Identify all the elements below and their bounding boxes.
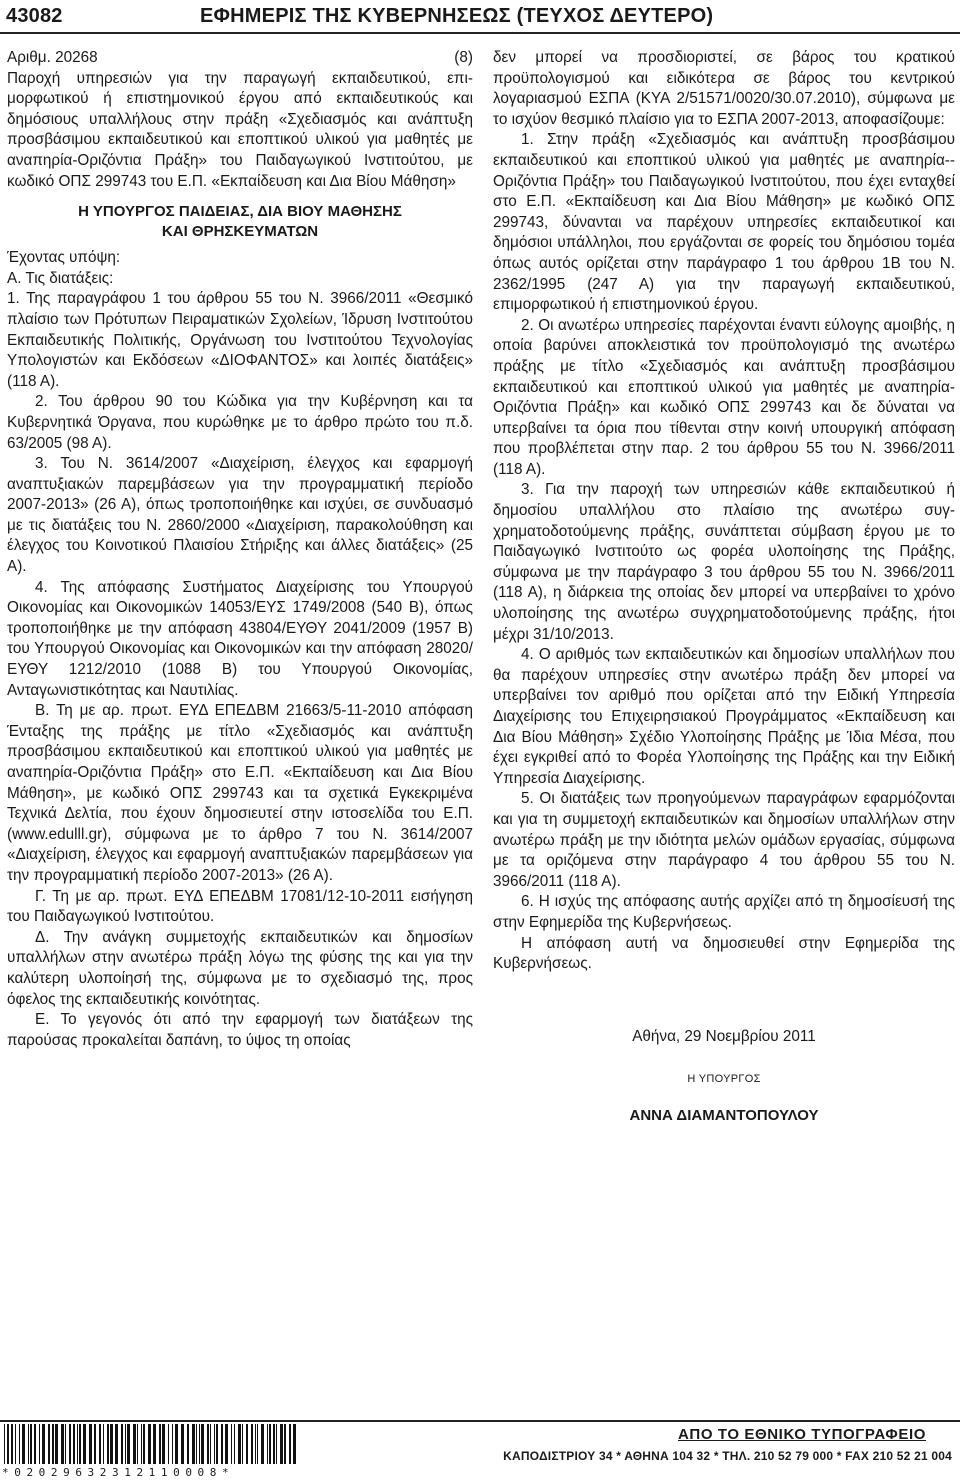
barcode-bar — [127, 1424, 130, 1464]
barcode-bar — [7, 1424, 9, 1464]
barcode-bar — [201, 1424, 204, 1464]
decision-number-line — [7, 48, 473, 69]
barcode-bar — [187, 1424, 189, 1464]
barcode-bar — [52, 1424, 54, 1464]
signer-name: ΑΝΝΑ ΔΙΑΜΑΝΤΟΠΟΥΛΟΥ — [629, 1106, 819, 1124]
barcode-text: *02029632312110008* — [2, 1466, 235, 1479]
barcode-bar — [42, 1424, 45, 1464]
decision-order: (8) — [454, 49, 473, 66]
barcode-bar — [207, 1424, 209, 1464]
barcode-bar — [284, 1424, 286, 1464]
printer-name: ΑΠΟ ΤΟ ΕΘΝΙΚΟ ΤΥΠΟΓΡΑΦΕΙΟ — [677, 1426, 926, 1443]
provision-3: 3. Του Ν. 3614/2007 «Διαχείριση, έλεγχος και εφαρμογή αναπτυξιακών παρεμβάσεων για την προγραμματική περίοδο 2007-2013» (26 Α), όπως τροποποιήθηκε και ισχύει, σε συνδυασμό με τις διατάξεις του Ν. 2860/2000 «Διαχείριση, παρακολούθηση και έλεγχος του Κοινοτικού Πλαισίου Στήριξης και άλλες διατάξεις» (25 Α). — [7, 455, 473, 576]
barcode-bar — [234, 1424, 235, 1464]
barcode-bar — [94, 1424, 96, 1464]
barcode-bar — [103, 1424, 104, 1464]
paragraph-e: Ε. Το γεγονός ότι από την εφαρμογή των διατάξεων της παρούσας προκαλείται δαπάνη, το ύψος τη οποίας — [7, 1011, 473, 1049]
barcode-bar — [257, 1424, 258, 1464]
barcode-bar — [255, 1424, 256, 1464]
barcode-bar — [238, 1424, 241, 1464]
barcode-bar — [61, 1424, 64, 1464]
paragraph-c: Γ. Τη με αρ. πρωτ. ΕΥΔ ΕΠΕΔΒΜ 17081/12-10-2011 εισήγηση του Παιδαγωγικού Ινστιτούτου. — [7, 887, 473, 926]
signature-date: Αθήνα, 29 Νοεμβρίου 2011 — [632, 1027, 816, 1045]
barcode-bar — [221, 1424, 223, 1464]
barcode-image — [2, 1424, 298, 1464]
barcode-bar — [77, 1424, 78, 1464]
barcode-bar — [79, 1424, 81, 1464]
provision-1: 1. Της παραγράφου 1 του άρθρου 55 του Ν. 3966/2011 «Θεσμικό πλαίσιο των Πρότυπων Πειραματικών Σχολείων, Ίδρυση Ινστιτούτου Εκπαιδευτικής Πολιτικής, Οργάνωση του Ινστιτούτου Τεχνολογίας Υπολογιστών και Εκδόσεων «ΔΙΟΦΑΝΤΟΣ» και λοιπές διατάξεις» (118 Α). — [7, 290, 473, 390]
provision-2: 2. Του άρθρου 90 του Κώδικα για την Κυβέρνηση και τα Κυβερνητικά Όργανα, που κυρώθηκε με το άρθρο πρώτο του π.δ. 63/2005 (98 Α). — [7, 393, 473, 452]
barcode-bar — [196, 1424, 197, 1464]
barcode-bar — [273, 1424, 275, 1464]
barcode-bar — [192, 1424, 195, 1464]
barcode-bar — [242, 1424, 243, 1464]
article-6: 6. Η ισχύς της απόφασης αυτής αρχίζει από τη δημοσίευσή της στην Εφημερίδα της Κυβερνήσεως. — [493, 893, 955, 931]
barcode-bar — [225, 1424, 228, 1464]
barcode-bar — [181, 1424, 184, 1464]
barcode-bar — [4, 1424, 5, 1464]
barcode-bar — [48, 1424, 50, 1464]
barcode-bar — [269, 1424, 271, 1464]
barcode-bar — [69, 1424, 71, 1464]
gazette-title: ΕΦΗΜΕΡΙΣ ΤΗΣ ΚΥΒΕΡΝΗΣΕΩΣ (ΤΕΥΧΟΣ ΔΕΥΤΕΡΟ) — [200, 5, 714, 27]
barcode-bar — [159, 1424, 161, 1464]
barcode-bar — [280, 1424, 283, 1464]
barcode-bar — [65, 1424, 66, 1464]
article-1: 1. Στην πράξη «Σχεδιασμός και ανάπτυξη προσβάσιμου εκπαιδευτικού και εποπτικού υλικού για μαθητές με αναπηρία-Οριζόντια Πράξη» του Παιδαγωγικού Ινστιτούτου, που έχει ενταχθεί στο Ε.Π. «Εκπαίδευση και Δια Βίου Μάθηση» με κωδικό ΟΠΣ 299743, δύνανται να παρέχουν υπηρεσίες εκπαιδευτικοί και δημόσιοι υπάλληλοι, που εργάζονται σε φορείς του δημόσιου τομέα όπως αυτός ορίζεται στην παράγραφο 1 του άρθρου 1Β του Ν. 2362/1995 (247 Α) για την παραγωγή εκπαιδευτικού, επιμορφωτικού ή επιστημονικού έργου. — [493, 131, 955, 314]
article-2: 2. Οι ανωτέρω υπηρεσίες παρέχονται έναντι εύλογης αμοιβής, η οποία βαρύνει αποκλειστικά τον προϋπολογισμό της ανωτέρω πράξης με τίτλο «Σχεδιασμός και ανάπτυξη προσβάσιμου εκπαιδευτικού και εποπτικού υλικού για μαθητές με αναπηρία-Οριζόντια Πράξη» και κωδικό ΟΠΣ 299743 και δε δύναται να υπερβαίνει τα όρια που τίθενται στην κοινή υπουργική απόφαση που προβλέπεται στην παρ. 2 του άρθρου 55 του Ν. 3966/2011 (118 Α). — [493, 316, 955, 478]
barcode-bar — [289, 1424, 291, 1464]
barcode-bar — [141, 1424, 142, 1464]
signer-role: Η ΥΠΟΥΡΓΟΣ — [687, 1073, 761, 1086]
barcode-bar — [83, 1424, 86, 1464]
page-number: 43082 — [6, 5, 63, 27]
ministry-heading: Η ΥΠΟΥΡΓΟΣ ΠΑΙΔΕΙΑΣ, ΔΙΑ ΒΙΟΥ ΜΑΘΗΣΗΣ ΚΑΙ ΘΡΗΣΚΕΥΜΑΤΩΝ — [78, 203, 402, 241]
article-3: 3. Για την παροχή των υπηρεσιών κάθε εκπαιδευτικού ή δημοσίου υπαλλήλου στο πλαίσιο της ανωτέρω συγχρηματοδοτούμενης πράξης, συνάπτεται σύμβαση έργου με το Παιδαγωγικό Ινστιτούτο ως φορέα υλοποίησης της Πράξης, σύμφωνα με την παράγραφο 3 του άρθρου 55 του Ν. 3966/2011 (118 Α), η διάρκεια της οποίας δεν μπορεί να υπερβαίνει το χρόνο υλοποίησης της ανωτέρω συγχρηματοδοτούμενης πράξης, ήτοι μέχρι 31/10/2013. — [493, 481, 955, 643]
barcode-bar — [143, 1424, 145, 1464]
barcode-bar — [115, 1424, 118, 1464]
article-5: 5. Οι διατάξεις των προηγούμενων παραγράφων εφαρμόζονται και για τη συμμετοχή εκπαιδευτικών και δημοσίων υπαλλήλων στην ανωτέρω πράξη με την ιδιότητα μελών ομάδων εργασίας, σύμφωνα με τα οριζόμενα στην παράγραφο 4 του άρθρου 55 του Ν. 3966/2011 (118 Α). — [493, 790, 955, 890]
header-divider — [0, 32, 960, 34]
considering-intro: Έχοντας υπόψη: — [7, 249, 121, 267]
barcode-bar — [133, 1424, 136, 1464]
barcode-bar — [99, 1424, 101, 1464]
right-column — [493, 48, 955, 1127]
barcode-bar — [175, 1424, 178, 1464]
barcode-bar — [125, 1424, 126, 1464]
barcode-bar — [267, 1424, 268, 1464]
barcode-bar — [172, 1424, 173, 1464]
barcode-bar — [210, 1424, 211, 1464]
provisions-heading: Α. Τις διατάξεις: — [7, 269, 114, 287]
continuation-paragraph: δεν μπορεί να προσδιοριστεί, σε βάρος του κρατικού προϋπολογισμού και ειδικότερα σε βάρος του κεντρικού λογαριασμού ΕΣΠΑ (ΚΥΑ 2/51571/0020/30.07.2010), σύμφωνα με το ισχύον θεσμικό πλαίσιο για το ΕΣΠΑ 2007-2013, αποφασίζουμε: — [493, 49, 955, 128]
decision-number: Αριθμ. 20268 — [7, 49, 98, 66]
barcode-bar — [30, 1424, 32, 1464]
page-header — [0, 2, 960, 32]
paragraph-b: Β. Τη με αρ. πρωτ. ΕΥΔ ΕΠΕΔΒΜ 21663/5-11-2010 απόφαση Ένταξης της πράξης με τίτλο «Σχεδιασμός και ανάπτυξη προσβάσιμου εκπαιδευτικού και εποπτικού υλικού για μαθητές με αναπηρία-Οριζόντια Πράξη» στο Ε.Π. «Εκπαίδευση και Δια Βίου Μάθηση», με κωδικό ΟΠΣ 299743 και τα σχετικά Εγκεκριμένα Τεχνικά Δελτία, που έχουν δημοσιευτεί στην ιστοσελίδα του Ε.Π. (www.edulll.gr), σύμφωνα με το άρθρο 7 του Ν. 3614/2007 «Διαχείριση, έλεγχος και εφαρμογή αναπτυξιακών παρεμβάσεων για την προγραμματική περίοδο 2007-2013» (26 Α). — [7, 702, 473, 884]
barcode-bar — [153, 1424, 156, 1464]
left-column — [7, 48, 473, 1051]
barcode-bar — [39, 1424, 40, 1464]
barcode-bar — [137, 1424, 138, 1464]
barcode-bar — [15, 1424, 16, 1464]
barcode-bar — [216, 1424, 218, 1464]
barcode-bar — [162, 1424, 165, 1464]
barcode-bar — [231, 1424, 232, 1464]
barcode-bar — [107, 1424, 109, 1464]
barcode-bar — [293, 1424, 296, 1464]
barcode-bar — [28, 1424, 29, 1464]
article-4: 4. Ο αριθμός των εκπαιδευτικών και δημοσίων υπαλλήλων που θα παρέχουν υπηρεσίες στην ανωτέρω πράξη δεν μπορεί να υπερβαίνει τον αριθμό που ορίζεται από την Ειδική Υπηρεσία Διαχείρισης του Επιχειρησιακού Προγράμματος «Εκπαίδευση και Δια Βίου Μάθηση» Σχέδιο Υλοποίησης Πράξης με Ίδια Μέσα, που έχει εγκριθεί από το Φορέα Υλοποίησης της Πράξης και την Ειδική Υπηρεσία Διαχείρισης. — [493, 646, 955, 787]
barcode-bar — [34, 1424, 36, 1464]
barcode-bar — [148, 1424, 151, 1464]
barcode-bar — [168, 1424, 169, 1464]
publication-order: Η απόφαση αυτή να δημοσιευθεί στην Εφημερίδα της Κυβερνήσεως. — [493, 934, 955, 973]
barcode-bar — [121, 1424, 123, 1464]
barcode-bar — [19, 1424, 20, 1464]
footer-divider — [0, 1420, 960, 1422]
barcode-bar — [22, 1424, 25, 1464]
barcode-bar — [110, 1424, 113, 1464]
printer-address: ΚΑΠΟΔΙΣΤΡΙΟΥ 34 * ΑΘΗΝΑ 104 32 * ΤΗΛ. 210 52 79 000 * FAX 210 52 21 004 — [503, 1449, 952, 1463]
barcode-bar — [55, 1424, 58, 1464]
barcode-bar — [73, 1424, 75, 1464]
barcode-bar — [199, 1424, 200, 1464]
barcode-bar — [246, 1424, 248, 1464]
barcode-bar — [11, 1424, 13, 1464]
barcode-bar — [261, 1424, 264, 1464]
decision-title: Παροχή υπηρεσιών για την παραγωγή εκπαιδευτικού, επιμορφωτικού ή επιστημονικού έργου από εκπαιδευτικούς και δημόσιους υπαλλήλους στην πράξη «Σχεδιασμός και ανάπτυξη προσβάσιμου εκπαιδευτικού και εποπτικού υλικού για μαθητές με αναπηρία-Οριζόντια Πράξη» του Παιδαγωγικού Ινστιτούτου, με κωδικό ΟΠΣ 299743 του Ε.Π. «Εκπαίδευση και Δια Βίου Μάθηση» — [7, 69, 473, 190]
barcode-bar — [214, 1424, 215, 1464]
paragraph-d: Δ. Την ανάγκη συμμετοχής εκπαιδευτικών και δημοσίων υπαλλήλων στην ανωτέρω πράξη λόγω της φύσης της και για την καλύτερη υλοποίησή της, σύμφωνα με το σχεδιασμό της, προς όφελος της εκπαιδευτικής κοινότητας. — [7, 928, 473, 1008]
barcode-bar — [276, 1424, 277, 1464]
provision-4: 4. Της απόφασης Συστήματος Διαχείρισης του Υπουργού Οικονομίας και Οικονομικών 14053/ΕΥΣ 1749/2008 (540 Β), όπως τροποποιήθηκε με την απόφαση 43804/ΕΥΘΥ 2041/2009 (1957 Β) του Υπουργού Οικονομίας και Οικονομικών και την απόφαση 28020/ΕΥΘΥ 1212/2010 (1088 Β) του Υπουργού Οικονομίας, Ανταγωνιστικότητας και Ναυτιλίας. — [7, 578, 473, 699]
barcode-bar — [251, 1424, 253, 1464]
barcode-bar — [89, 1424, 92, 1464]
